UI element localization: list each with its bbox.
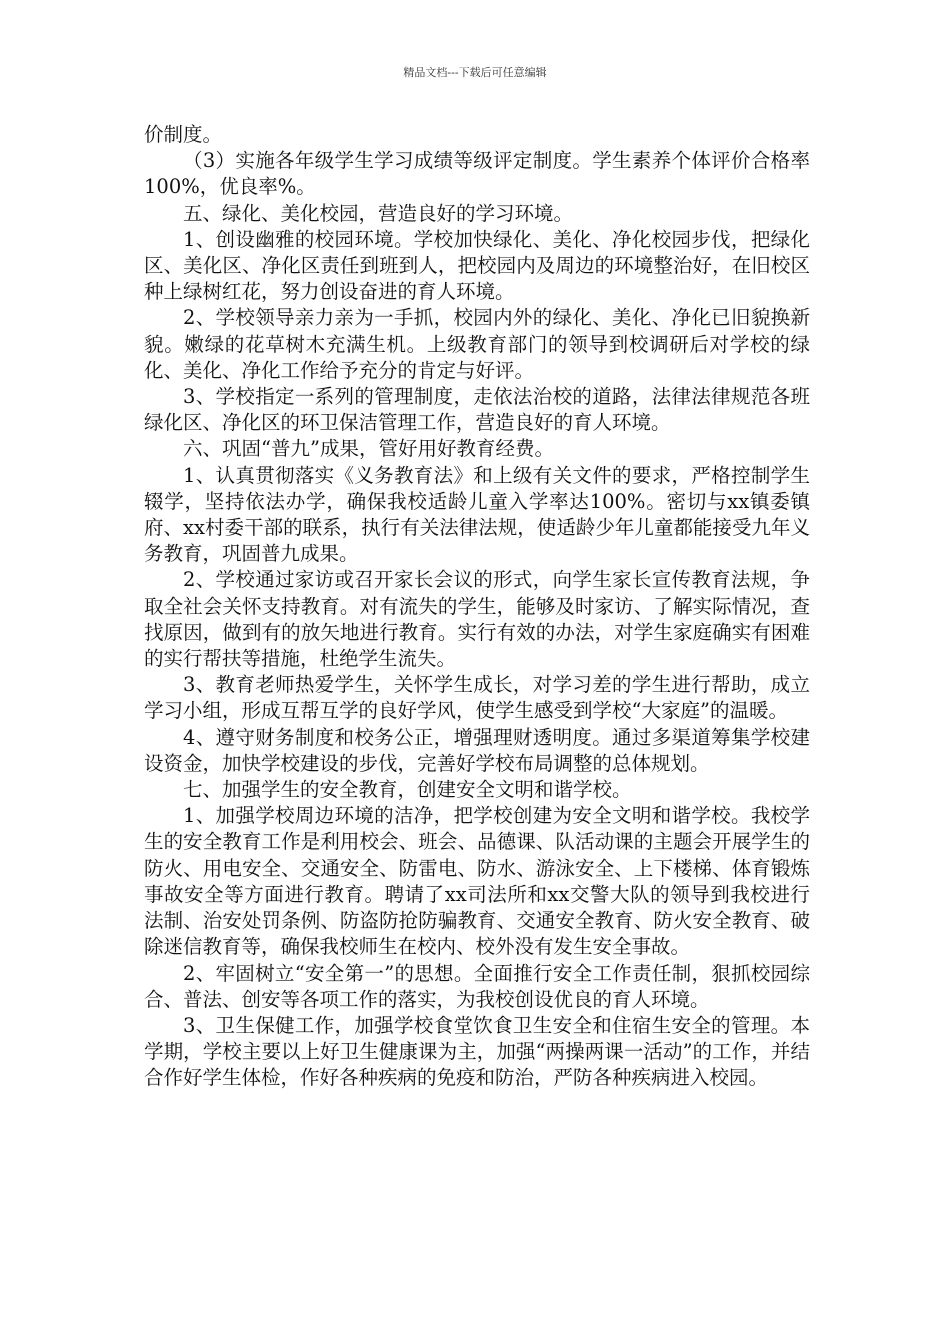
paragraph-15: 3、卫生保健工作，加强学校食堂饮食卫生安全和住宿生安全的管理。本学期，学校主要以上好卫生健康课为主，加强“两操两课一活动”的工作，并结合作好学生体检，作好各种疾病的免疫和防治，严防各种疾病进入校园。: [144, 1013, 810, 1090]
paragraph-13: 1、加强学校周边环境的洁净，把学校创建为安全文明和谐学校。我校学生的安全教育工作是利用校会、班会、品德课、队活动课的主题会开展学生的防火、用电安全、交通安全、防雷电、防水、游泳安全、上下楼梯、体育锻炼事故安全等方面进行教育。聘请了xx司法所和xx交警大队的领导到我校进行法制、治安处罚条例、防盗防抢防骗教育、交通安全教育、防火安全教育、破除迷信教育等，确保我校师生在校内、校外没有发生安全事故。: [144, 804, 810, 959]
paragraph-1: 价制度。: [144, 123, 223, 146]
paragraph-10: 3、教育老师热爱学生，关怀学生成长，对学习差的学生进行帮助，成立学习小组，形成互帮互学的良好学风，使学生感受到学校“大家庭”的温暖。: [144, 673, 810, 723]
page-header: 精品文档---下载后可任意编辑: [403, 66, 547, 79]
paragraph-6: 3、学校指定一系列的管理制度，走依法治校的道路，法律法律规范各班绿化区、净化区的环卫保洁管理工作，营造良好的育人环境。: [144, 385, 810, 435]
section-heading-7: 七、加强学生的安全教育，创建安全文明和谐学校。: [183, 778, 632, 802]
section-heading-6: 六、巩固“普九”成果，管好用好教育经费。: [183, 437, 554, 461]
paragraph-11: 4、遵守财务制度和校务公正，增强理财透明度。通过多渠道筹集学校建设资金，加快学校建设的步伐，完善好学校布局调整的总体规划。: [144, 725, 810, 775]
paragraph-9: 2、学校通过家访或召开家长会议的形式，向学生家长宣传教育法规，争取全社会关怀支持教育。对有流失的学生，能够及时家访、了解实际情况，查找原因，做到有的放矢地进行教育。实行有效的办法，对学生家庭确实有困难的实行帮扶等措施，杜绝学生流失。: [144, 568, 810, 671]
paragraph-8: 1、认真贯彻落实《义务教育法》和上级有关文件的要求，严格控制学生辍学，坚持依法办学，确保我校适龄儿童入学率达100%。密切与xx镇委镇府、xx村委干部的联系，执行有关法律法规，使适龄少年儿童都能接受九年义务教育，巩固普九成果。: [144, 463, 810, 566]
paragraph-4: 1、创设幽雅的校园环境。学校加快绿化、美化、净化校园步伐，把绿化区、美化区、净化区责任到班到人，把校园内及周边的环境整治好，在旧校区种上绿树红花，努力创设奋进的育人环境。: [144, 227, 810, 304]
paragraph-2: （3）实施各年级学生学习成绩等级评定制度。学生素养个体评价合格率100%，优良率%。: [144, 149, 810, 199]
document-body: [144, 122, 810, 1092]
paragraph-5: 2、学校领导亲力亲为一手抓，校园内外的绿化、美化、净化已旧貌换新貌。嫩绿的花草树木充满生机。上级教育部门的领导到校调研后对学校的绿化、美化、净化工作给予充分的肯定与好评。: [144, 306, 810, 382]
paragraph-14: 2、牢固树立“安全第一”的思想。全面推行安全工作责任制，狠抓校园综合、普法、创安等各项工作的落实，为我校创设优良的育人环境。: [144, 961, 810, 1011]
section-heading-5: 五、绿化、美化校园，营造良好的学习环境。: [183, 201, 574, 225]
